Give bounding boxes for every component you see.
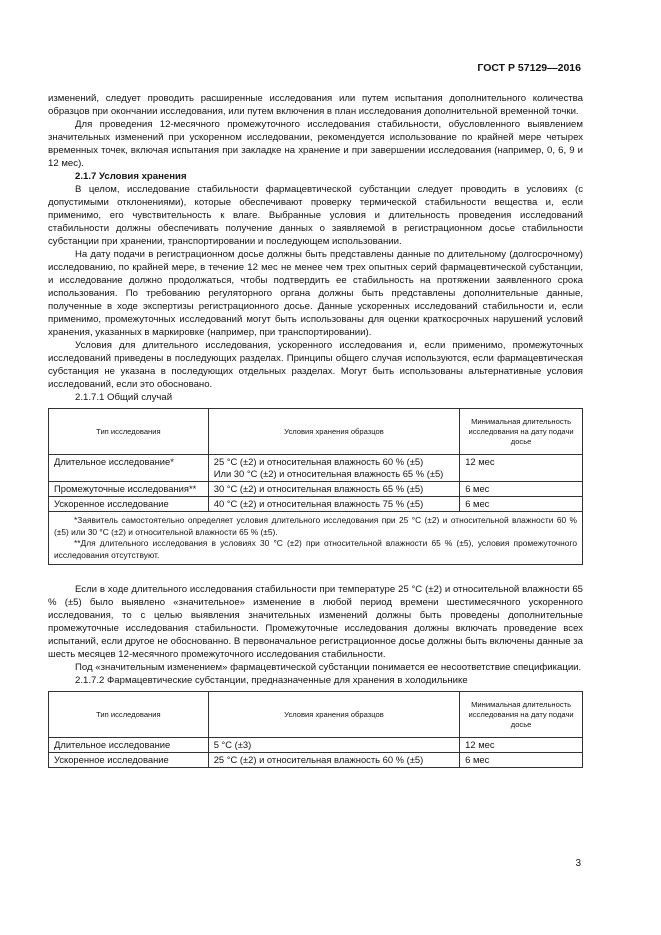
table-row [49,497,583,512]
study-type-cell: Ускоренное исследование [49,497,209,512]
storage-conditions-table-general [48,408,583,565]
study-type-cell: Длительное исследование [49,738,209,753]
header-cell: Условия хранения образцов [208,409,459,455]
duration-cell: 6 мес [460,497,583,512]
paragraph: Под «значительным изменением» фармацевтической субстанции понимается ее несоответствие спецификации. [75,662,582,673]
table-notes [49,512,583,565]
page-content [48,92,583,768]
subsection-heading: 2.1.7.1 Общий случай [75,392,173,403]
page-number: 3 [575,858,581,869]
paragraph: В целом, исследование стабильности фармацевтической субстанции следует проводить в условиях (с допустимыми отклонениями), которые обеспечивают проверку термической стабильности вещества и, если применимо, его чувствительность к влаге. Выбранные условия и длительность проведения исследований стабильности должны обеспечивать получение данных о заявляемой в регистрационном досье стабильности субстанции при хранении, транспортировании и последующем использовании. [48,184,583,247]
table-row [49,753,583,768]
study-type-cell: Ускоренное исследование [49,753,209,768]
table-notes-row [49,512,583,565]
paragraph: Для проведения 12-месячного промежуточного исследования стабильности, обусловленного выявлением значительных изменений при ускоренном исследовании, рекомендуется использование по крайней мере четырех временных точек, включая испытания при закладке на хранение и при завершении исследования (например, 0, 6, 9 и 12 мес). [48,119,583,169]
table-note: *Заявитель самостоятельно определяет условия длительного исследования при 25 °C (±2) и относительной влажности 60 % (±5) или 30 °C (±2) и относительной влажности 65 % (±5). [54,515,577,537]
conditions-cell: 5 °C (±3) [208,738,459,753]
conditions-cell: 25 °C (±2) и относительная влажность 60 % (±5) [208,753,459,768]
header-cell: Условия хранения образцов [208,692,459,738]
conditions-cell: 40 °C (±2) и относительная влажность 75 % (±5) [208,497,459,512]
header-cell: Минимальная длительность исследования на дату подачи досье [460,409,583,455]
storage-conditions-table-refrigerator [48,691,583,768]
section-heading: 2.1.7 Условия хранения [75,171,187,182]
duration-cell: 6 мес [460,482,583,497]
header-cell: Минимальная длительность исследования на дату подачи досье [460,692,583,738]
duration-cell: 12 мес [460,455,583,482]
study-type-cell: Длительное исследование* [49,455,209,482]
table-row [49,738,583,753]
table-header-row [49,692,583,738]
paragraph: На дату подачи в регистрационном досье должны быть представлены данные по длительному (долгосрочному) исследованию, по крайней мере, в течение 12 мес не менее чем трех опытных серий фармацевтической субстанции, и исследование должно продолжаться, чтобы подтвердить ее стабильность на протяжении заявленного срока использования. По требованию регуляторного органа должны быть представлены дополнительные данные, полученные в ходе экспертизы регистрационного досье. Данные ускоренных исследований стабильности и, если применимо, промежуточных исследований могут быть использованы для оценки краткосрочных нарушений условий хранения, указанных в маркировке (например, при транспортировании). [48,249,583,338]
duration-cell: 12 мес [460,738,583,753]
subsection-heading: 2.1.7.2 Фармацевтические субстанции, предназначенные для хранения в холодильнике [75,675,468,686]
standard-header: ГОСТ Р 57129—2016 [477,62,581,74]
paragraph: изменений, следует проводить расширенные исследования или путем испытания дополнительного количества образцов при окончании исследования, или путем включения в план исследования дополнительной временной точки. [48,93,583,117]
study-type-cell: Промежуточные исследования** [49,482,209,497]
header-cell: Тип исследования [49,409,209,455]
table-note: **Для длительного исследования в условиях 30 °C (±2) при относительной влажности 65 % (±5), условия промежуточного исследования отсутствуют. [54,538,577,560]
table-row [49,482,583,497]
table-header-row [49,409,583,455]
condition-line: 25 °C (±2) и относительная влажность 60 % (±5) [213,456,424,467]
condition-line: Или 30 °C (±2) и относительная влажность 65 % (±5) [213,468,444,479]
table-row [49,455,583,482]
conditions-cell: 30 °C (±2) и относительная влажность 65 % (±5) [208,482,459,497]
conditions-cell [208,455,459,482]
paragraph: Условия для длительного исследования, ускоренного исследования и, если применимо, промежуточных исследований приведены в последующих разделах. Принципы общего случая используются, если фармацевтическая субстанция не указана в последующих отдельных разделах. Могут быть использованы альтернативные условия исследований, если это обосновано. [48,340,583,390]
paragraph: Если в ходе длительного исследования стабильности при температуре 25 °C (±2) и относительной влажности 65 % (±5) было выявлено «значительное» изменение в любой период времени шестимесячного ускоренного исследования, то с целью выявления значительных изменений должны быть проведены дополнительные промежуточные исследования стабильности. Промежуточные исследования должны включать проведение всех испытаний, если другое не обоснованно. В первоначальное регистрационное досье должны быть включены данные за шесть месяцев 12-месячного промежуточного исследования стабильности. [48,584,583,660]
duration-cell: 6 мес [460,753,583,768]
header-cell: Тип исследования [49,692,209,738]
